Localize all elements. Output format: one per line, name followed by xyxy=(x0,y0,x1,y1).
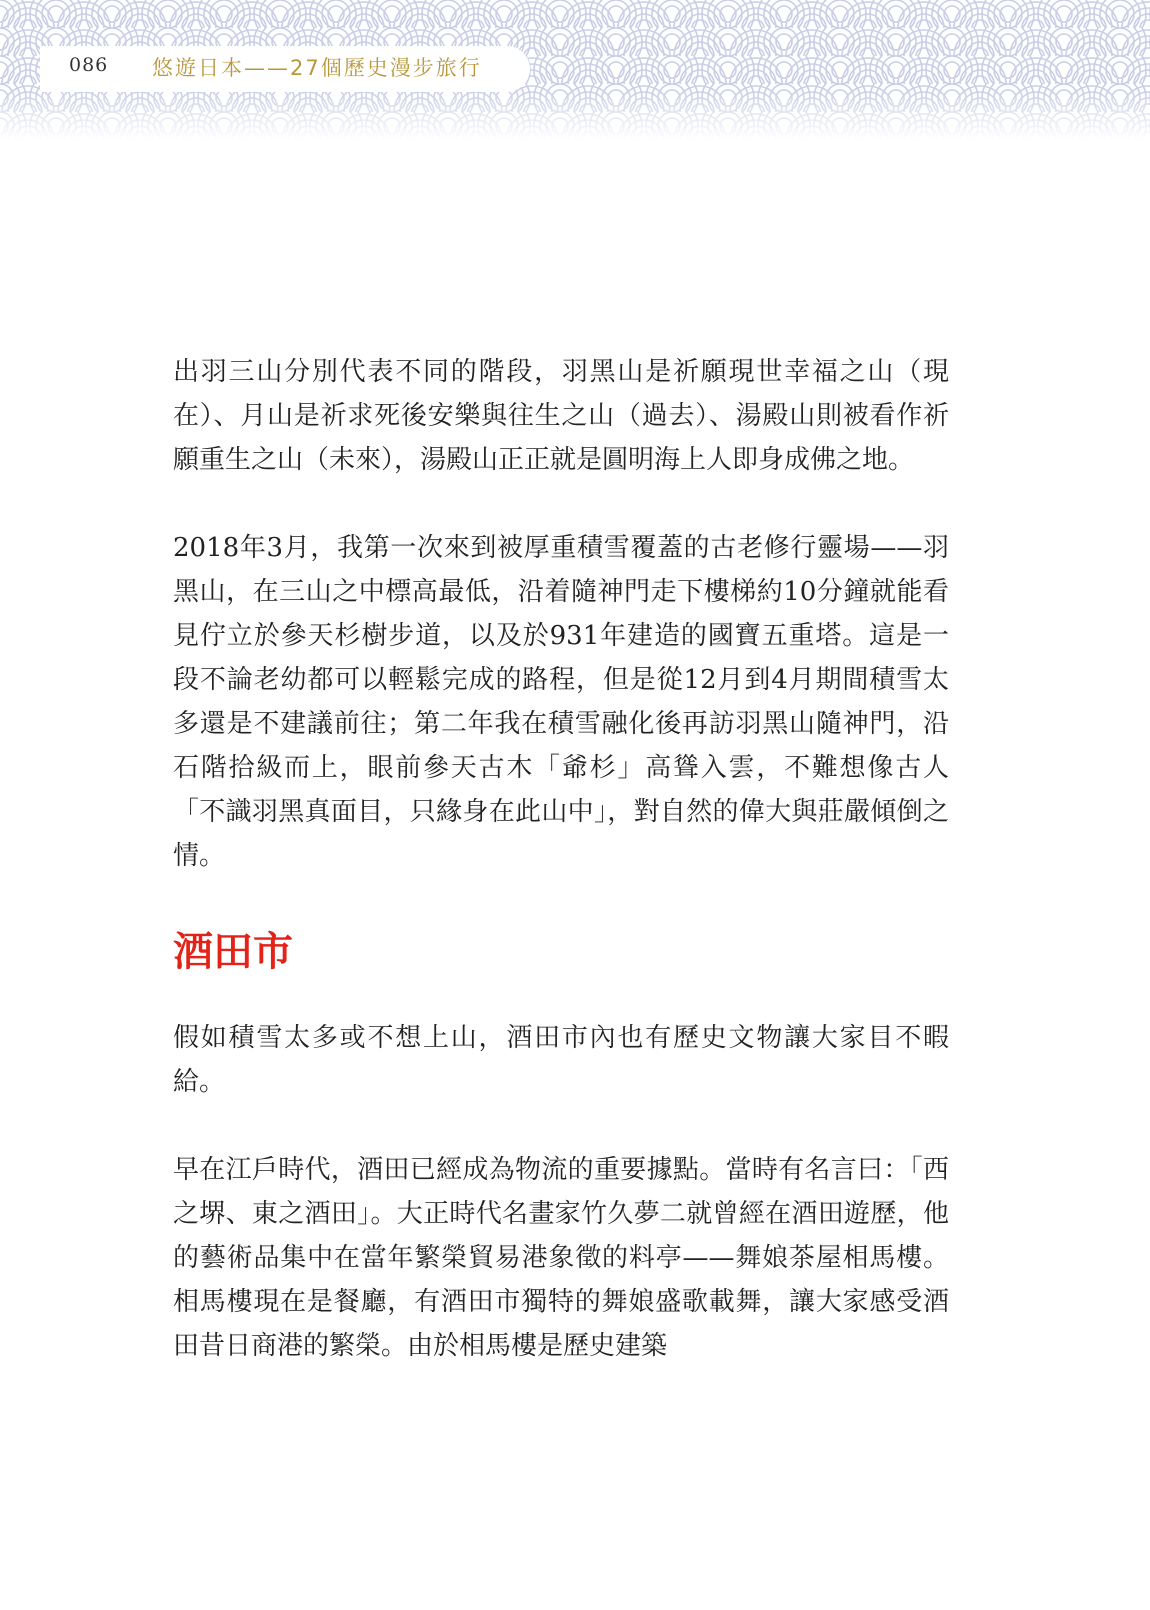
running-head-title: 悠遊日本——27個歷史漫步旅行 xyxy=(152,56,482,80)
body-paragraph: 2018年3月，我第一次來到被厚重積雪覆蓋的古老修行靈場——羽黑山，在三山之中標高最低，沿着隨神門走下樓梯約10分鐘就能看見佇立於參天杉樹步道，以及於931年建造的國寶五重塔。這是一段不論老幼都可以輕鬆完成的路程，但是從12月到4月期間積雪太多還是不建議前往；第二年我在積雪融化後再訪羽黑山隨神門，沿石階拾級而上，眼前參天古木「爺杉」高聳入雲，不難想像古人「不識羽黑真面目，只緣身在此山中」，對自然的偉大與莊嚴傾倒之情。 xyxy=(173,533,949,871)
body-paragraph: 假如積雪太多或不想上山，酒田市內也有歷史文物讓大家目不暇給。 xyxy=(173,1023,949,1097)
pattern-fade xyxy=(0,90,1150,140)
section-heading: 酒田市 xyxy=(173,929,293,975)
body-paragraph: 早在江戶時代，酒田已經成為物流的重要據點。當時有名言曰：「西之堺、東之酒田」。大正時代名畫家竹久夢二就曾經在酒田遊歷，他的藝術品集中在當年繁榮貿易港象徵的料亭——舞娘茶屋相馬樓。相馬樓現在是餐廳，有酒田市獨特的舞娘盛歌載舞，讓大家感受酒田昔日商港的繁榮。由於相馬樓是歷史建築 xyxy=(173,1155,949,1361)
page-number: 086 xyxy=(69,54,109,76)
main-text-column xyxy=(173,350,949,1412)
body-paragraph: 出羽三山分別代表不同的階段，羽黑山是祈願現世幸福之山（現在）、月山是祈求死後安樂與往生之山（過去）、湯殿山則被看作祈願重生之山（未來），湯殿山正正就是圓明海上人即身成佛之地。 xyxy=(173,357,949,475)
wave-pattern-banner xyxy=(0,0,1150,140)
